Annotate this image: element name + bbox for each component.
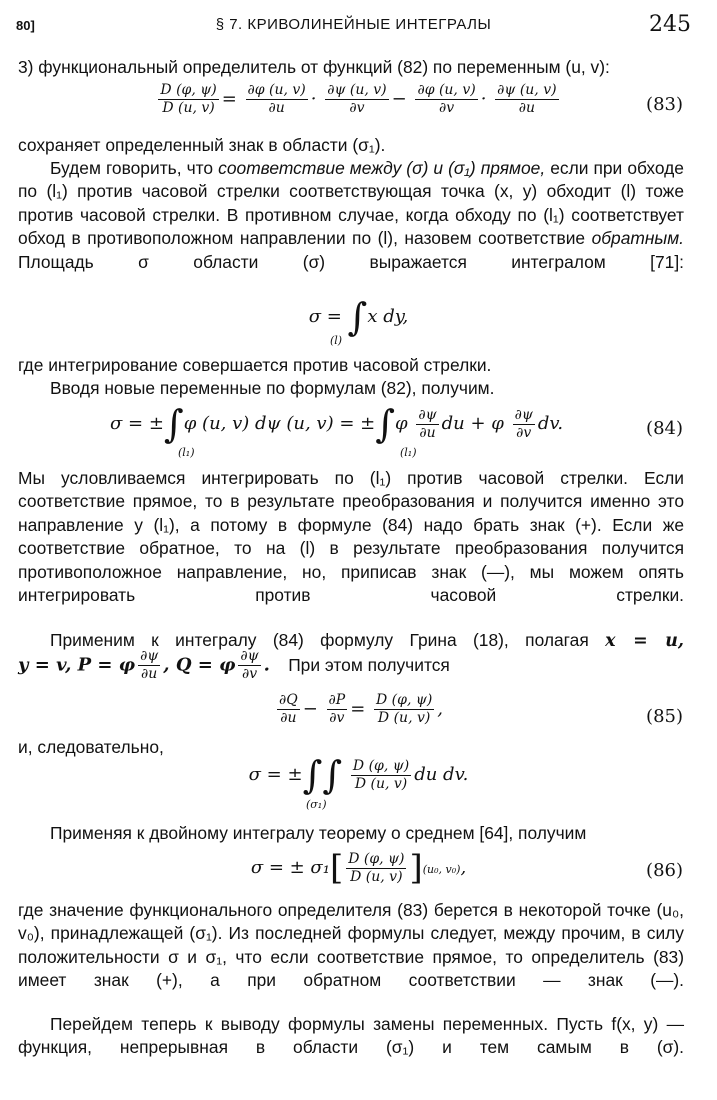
integral-sign: ∫ — [347, 295, 368, 339]
paragraph-direction: где интегрирование совершается против часовой стрелки. — [18, 355, 492, 375]
paragraph-sign-choice: Мы условливаемся интегрировать по (l₁) против часовой стрелки. Если соответствие прямое, то в результате преобразования и получится именно это направление у (l₁), а потому в формуле (84) надо брать знак (+). Если же соответствие обратное, то на (l) в результате преобразования получится противоположное направление, но, приписав знак (—), мы можем опять интегрировать против часовой стрелки. — [18, 468, 684, 606]
paragraph-mean-value: Применяя к двойному интегралу теорему о среднем [64], получим — [50, 823, 587, 843]
equation-83: $\frac{D (\varphi, \psi)}{D (u, v)}$ = $\frac{\partial\varphi (u, v)}{\partial u}$ · $\frac{\partial\psi (u, v)}{\partial v}$ − $\frac{\partial\varphi (u, v)}{\partial v}$ · $\frac{\partial\psi (u, v)}{\partial u}$ — [160, 82, 557, 116]
section-marker: 80] — [16, 18, 35, 33]
integral-subscript: (l₁) — [178, 446, 195, 459]
page-number: 245 — [649, 12, 691, 37]
paragraph-jacobian-intro: 3) функциональный определитель от функций (82) по переменным (u, v): — [18, 57, 610, 77]
green-substitution: y = v, P = φ $\frac{\partial\psi}{\partial u}$ , Q = φ $\frac{\partial\psi}{\partial v}$ . При этом получится — [18, 648, 450, 682]
equation-84: σ = ±∫φ (u, v) dψ (u, v) = ±∫φ $\frac{\partial\psi}{\partial u}$ du + φ $\frac{\partial\psi}{\partial v}$ dv. — [110, 402, 564, 446]
running-title: § 7. КРИВОЛИНЕЙНЫЕ ИНТЕГРАЛЫ — [215, 16, 492, 33]
integral-subscript: (l₁) — [400, 446, 417, 459]
fraction: $\frac{D (\varphi, \psi)}{D (u, v)}$ — [160, 82, 217, 116]
page-header — [16, 12, 691, 38]
paragraph-new-vars: Вводя новые переменные по формулам (82), получим. — [50, 378, 495, 398]
equation-number-83: (83) — [646, 94, 683, 115]
paragraph-sign: сохраняет определенный знак в области (σ₁). — [18, 135, 386, 155]
integral-subscript: (l) — [330, 334, 343, 347]
paragraph-green: Применим к интегралу (84) формулу Грина (18), полагая x = u, — [50, 630, 684, 651]
paragraph-change-of-variables: Перейдем теперь к выводу формулы замены переменных. Пусть f(x, y) — функция, непрерывная в области (σ₁) и тем самым в (σ). — [18, 1014, 684, 1058]
equation-number-86: (86) — [646, 860, 683, 881]
paragraph-determinant-sign: где значение функционального определителя (83) берется в некоторой точке (u₀, v₀), принадлежащей (σ₁). Из последней формулы следует, между прочим, в силу положительности σ и σ₁, что если соответствие прямое, то определитель (83) имеет знак (+), а при обратном соответствии — знак (—). — [18, 900, 684, 991]
equation-double-integral: σ = ±∫∫ $\frac{D (\varphi, \psi)}{D (u, v)}$ du dv. — [248, 753, 469, 797]
equation-85: $\frac{\partial Q}{\partial u}$ − $\frac{\partial P}{\partial v}$ = $\frac{D (\varphi, \psi)}{D (u, v)}$ , — [278, 692, 444, 726]
equation-number-84: (84) — [646, 418, 683, 439]
paragraph-orientation: Будем говорить, что соответствие между (σ) и (σ₁) прямое, если при обходе по (l₁) против часовой стрелки соответствующая точка (x, y) обходит (l) тоже против часовой стрелки. В противном случае, когда обходу по (l₁) соответствует обход в противоположном направлении по (l), назовем соответствие обратным. Площадь σ области (σ) выражается интегралом [71]: — [18, 158, 684, 272]
equation-number-85: (85) — [646, 706, 683, 727]
equation-86: σ = ± σ₁[ $\frac{D (\varphi, \psi)}{D (u, v)}$ ](u₀, v₀), — [250, 848, 467, 888]
equation-area: σ = ∫x dy, — [308, 295, 409, 339]
paragraph-consequently: и, следовательно, — [18, 737, 164, 757]
integral-subscript: (σ₁) — [306, 798, 327, 811]
